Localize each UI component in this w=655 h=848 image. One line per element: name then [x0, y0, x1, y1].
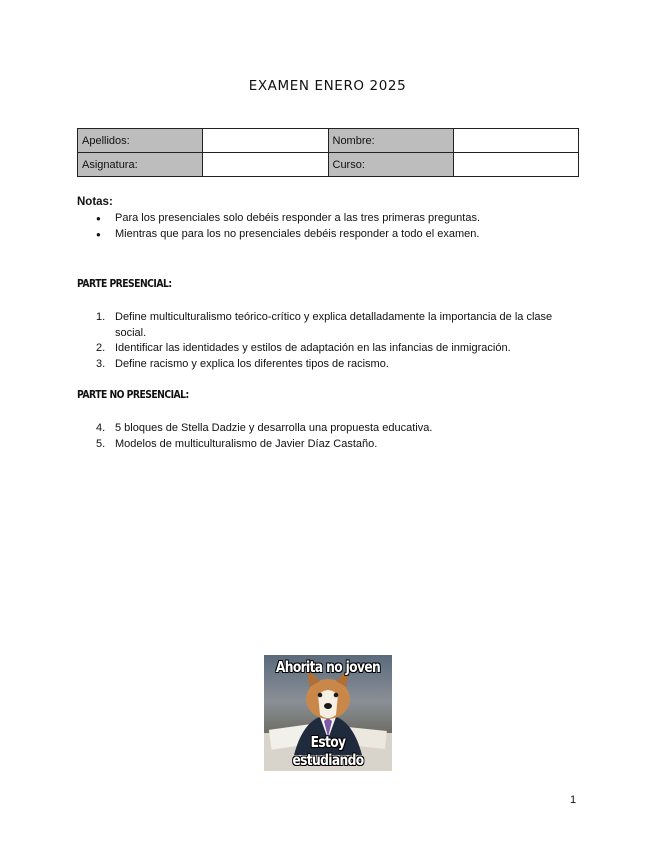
- section-heading-no-presencial: PARTE NO PRESENCIAL:: [77, 389, 189, 401]
- question-number: 4.: [96, 422, 106, 434]
- list-item: ● Para los presenciales solo debéis responder a las tres primeras preguntas.: [77, 211, 480, 227]
- question-text: Define multiculturalismo teórico-crítico y explica detalladamente la importancia de la clase social.: [115, 311, 553, 339]
- exam-title: EXAMEN ENERO 2025: [248, 78, 407, 94]
- question-number: 3.: [96, 357, 106, 370]
- question-item: [77, 357, 557, 373]
- meme-top-caption: Ahorita no joven: [275, 658, 381, 676]
- question-text: Modelos de multiculturalismo de Javier Díaz Castaño.: [115, 437, 378, 450]
- table-row: [78, 129, 579, 153]
- question-number: 1.: [96, 311, 106, 323]
- apellidos-label: Apellidos:: [78, 129, 203, 153]
- question-item: [77, 310, 557, 341]
- question-item: [77, 341, 557, 357]
- meme-bottom-caption: Estoy estudiando: [292, 733, 364, 769]
- student-info-table: [77, 128, 579, 177]
- question-item: [77, 437, 557, 453]
- question-item: [77, 421, 557, 437]
- apellidos-field[interactable]: [203, 129, 328, 153]
- question-text: 5 bloques de Stella Dadzie y desarrolla una propuesta educativa.: [115, 422, 433, 434]
- questions-no-presencial: [77, 421, 557, 452]
- questions-presencial: [77, 310, 557, 372]
- asignatura-label: Asignatura:: [78, 153, 203, 177]
- curso-field[interactable]: [453, 153, 578, 177]
- nombre-label: Nombre:: [328, 129, 453, 153]
- question-text: Define racismo y explica los diferentes tipos de racismo.: [115, 357, 389, 370]
- question-number: 5.: [96, 437, 106, 450]
- asignatura-field[interactable]: [203, 153, 328, 177]
- curso-label: Curso:: [328, 153, 453, 177]
- notes-title: Notas:: [77, 196, 113, 208]
- list-item: ● Mientras que para los no presenciales debéis responder a todo el examen.: [77, 227, 480, 243]
- notes-list: [77, 211, 480, 242]
- table-row: [78, 153, 579, 177]
- meme-image: [264, 655, 392, 771]
- section-heading-presencial: PARTE PRESENCIAL:: [77, 278, 172, 290]
- page-number: 1: [570, 794, 577, 806]
- question-text: Identificar las identidades y estilos de adaptación en las infancias de inmigración.: [115, 342, 511, 354]
- question-number: 2.: [96, 342, 106, 354]
- nombre-field[interactable]: [453, 129, 578, 153]
